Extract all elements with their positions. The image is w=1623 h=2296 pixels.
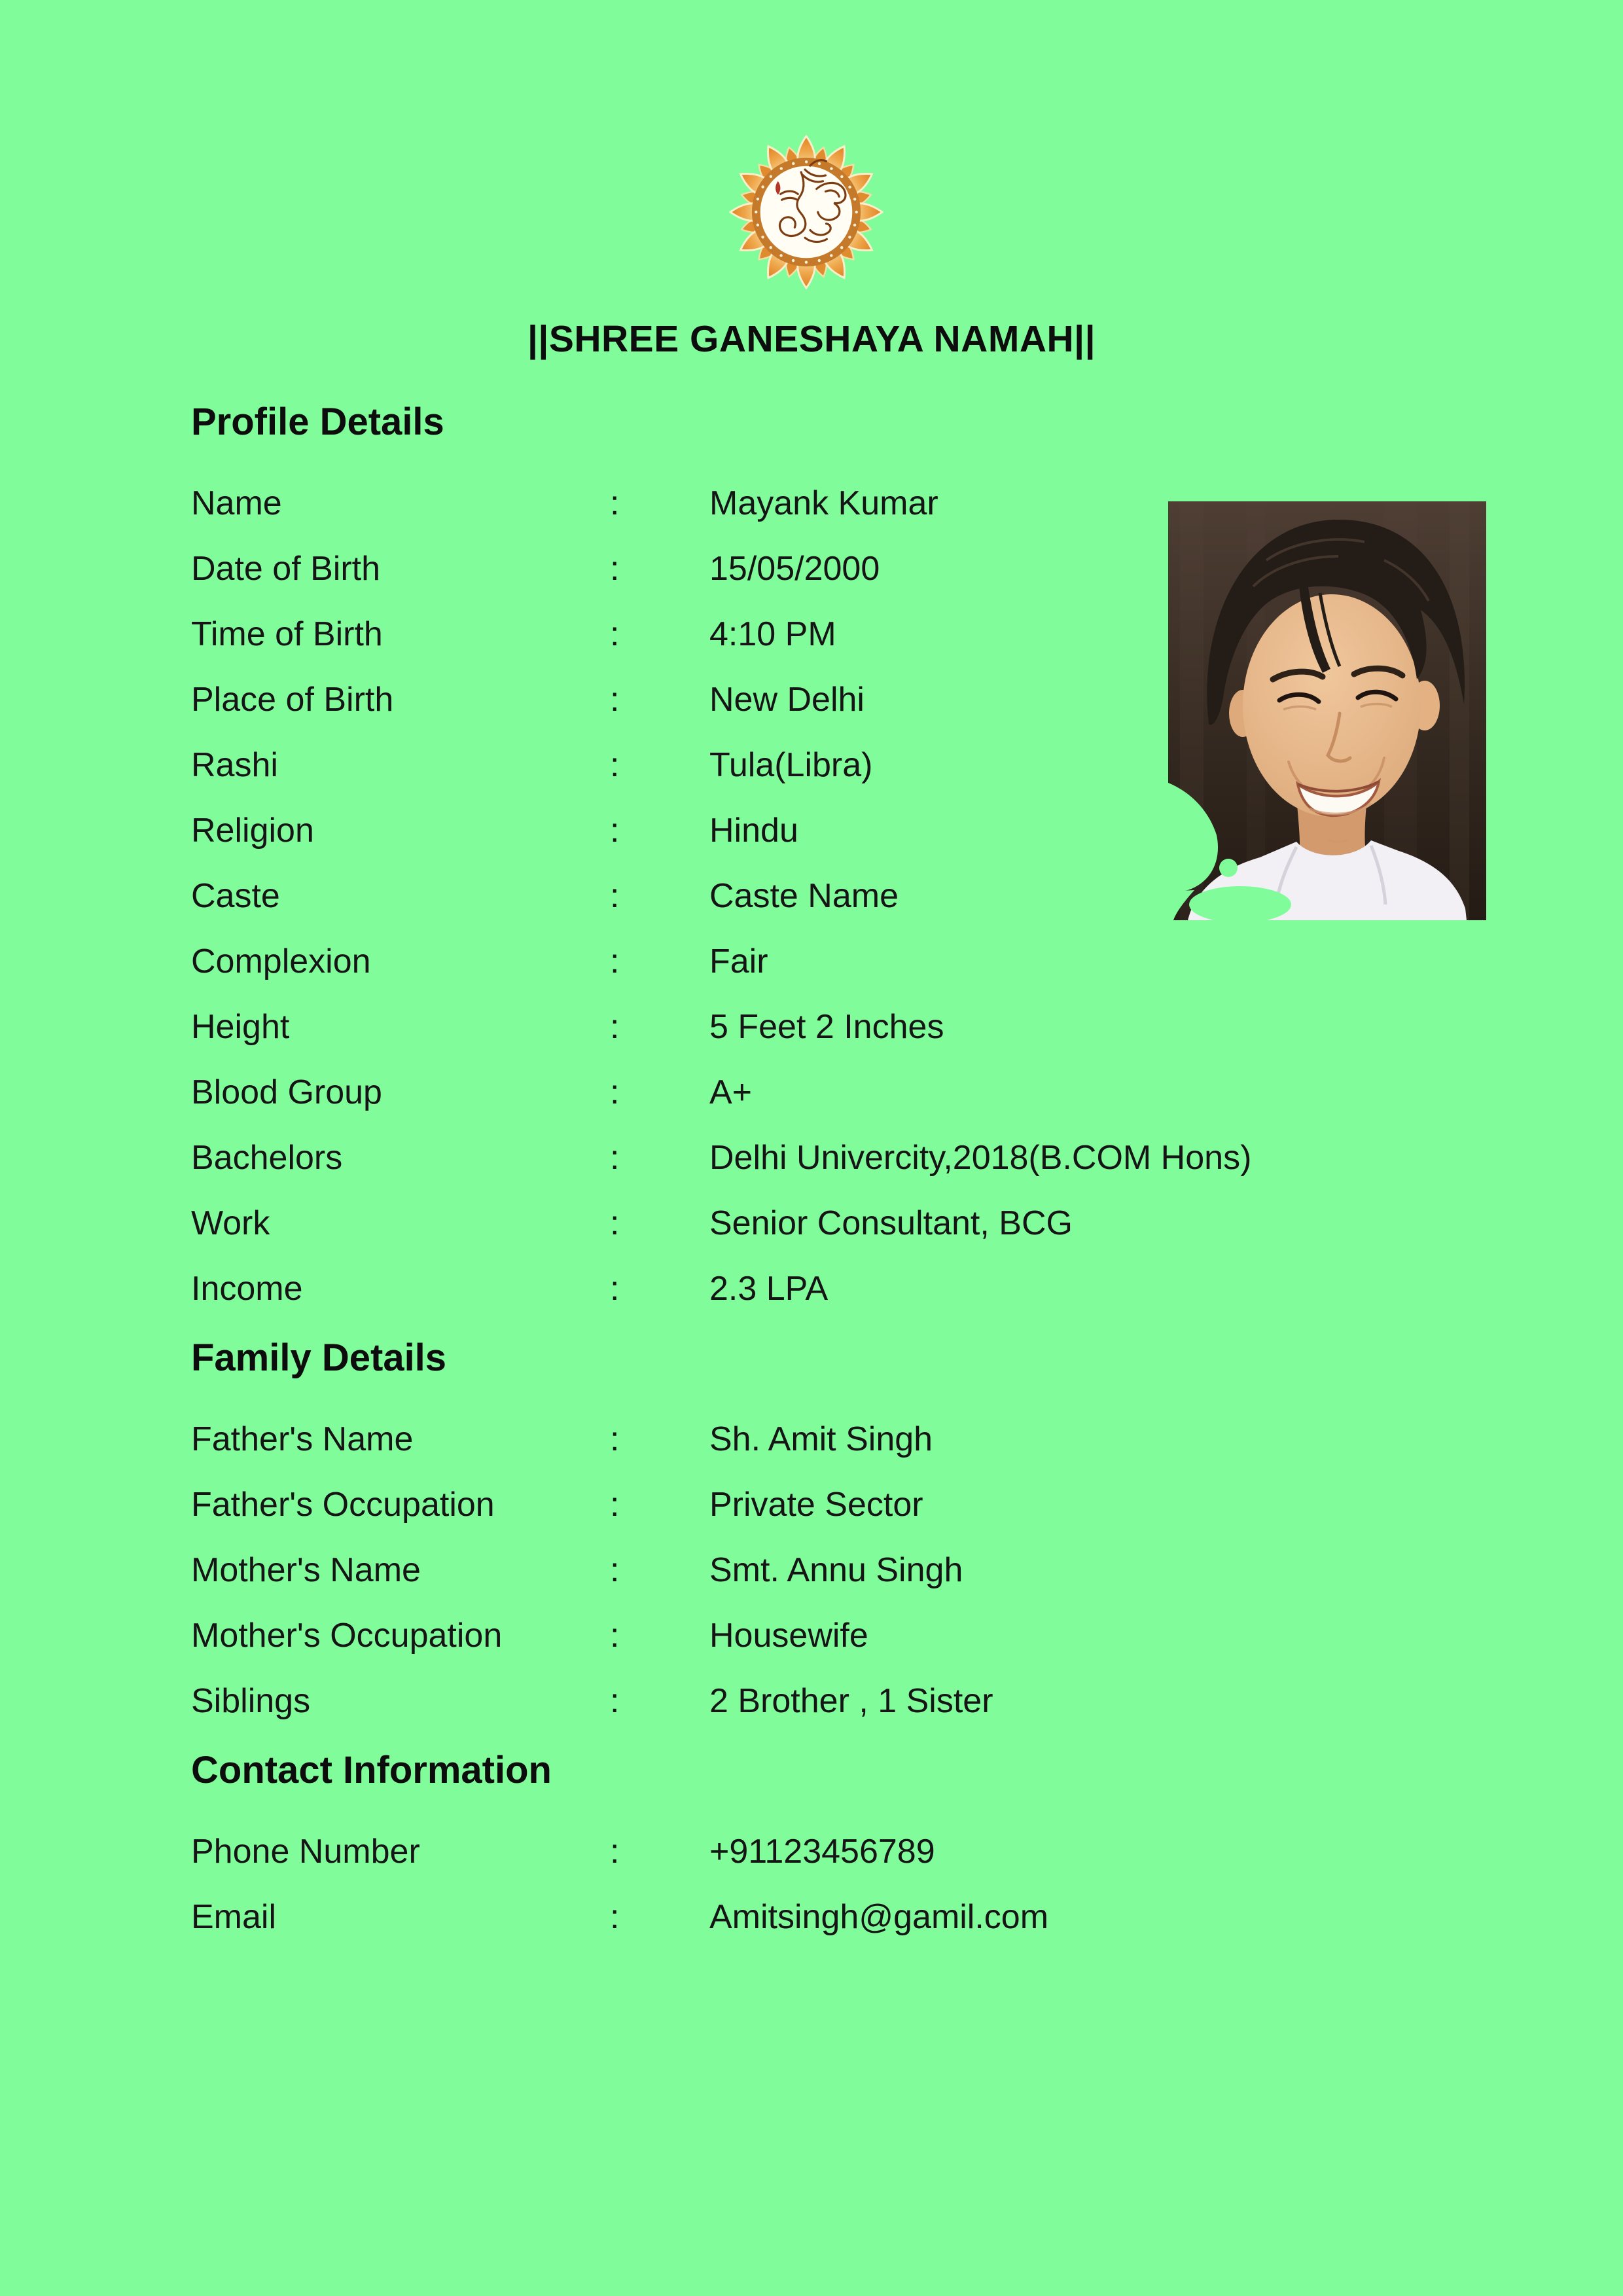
- detail-row: [191, 1603, 1467, 1668]
- section-heading: Family Details: [191, 1336, 447, 1379]
- row-value: Hindu: [709, 812, 798, 850]
- detail-row: [191, 1819, 1467, 1884]
- row-label: Income: [191, 1270, 303, 1308]
- row-value: 15/05/2000: [709, 550, 880, 588]
- row-value: Amitsingh@gamil.com: [709, 1898, 1049, 1936]
- row-label: Father's Occupation: [191, 1486, 495, 1524]
- row-label: Email: [191, 1898, 277, 1936]
- row-separator: :: [610, 877, 620, 915]
- row-separator: :: [610, 1420, 620, 1458]
- row-value: Senior Consultant, BCG: [709, 1204, 1073, 1242]
- row-separator: :: [610, 615, 620, 653]
- row-value: Delhi Univercity,2018(B.COM Hons): [709, 1139, 1252, 1177]
- row-value: New Delhi: [709, 681, 865, 719]
- row-label: Mother's Occupation: [191, 1617, 503, 1655]
- detail-row: [191, 1668, 1467, 1734]
- detail-row: [191, 1407, 1467, 1472]
- row-label: Name: [191, 484, 282, 522]
- detail-row: [191, 1060, 1467, 1125]
- row-separator: :: [610, 1139, 620, 1177]
- row-label: Phone Number: [191, 1833, 420, 1871]
- detail-row: [191, 1537, 1467, 1603]
- row-value: Caste Name: [709, 877, 899, 915]
- row-label: Caste: [191, 877, 280, 915]
- ganesha-emblem-icon: [729, 135, 883, 289]
- detail-row: [191, 1125, 1467, 1191]
- row-value: +91123456789: [709, 1833, 935, 1871]
- row-label: Blood Group: [191, 1073, 382, 1111]
- row-label: Religion: [191, 812, 314, 850]
- row-value: Private Sector: [709, 1486, 923, 1524]
- row-separator: :: [610, 1008, 620, 1046]
- row-label: Complexion: [191, 942, 371, 980]
- row-label: Place of Birth: [191, 681, 394, 719]
- row-label: Bachelors: [191, 1139, 343, 1177]
- detail-row: [191, 1256, 1467, 1321]
- row-separator: :: [610, 942, 620, 980]
- row-separator: :: [610, 550, 620, 588]
- row-value: 5 Feet 2 Inches: [709, 1008, 944, 1046]
- row-value: Fair: [709, 942, 768, 980]
- detail-row: [191, 994, 1467, 1060]
- row-label: Work: [191, 1204, 270, 1242]
- row-label: Time of Birth: [191, 615, 383, 653]
- row-separator: :: [610, 1486, 620, 1524]
- row-separator: :: [610, 1270, 620, 1308]
- row-separator: :: [610, 484, 620, 522]
- row-label: Siblings: [191, 1682, 311, 1720]
- section-rows: [191, 1407, 1467, 1734]
- row-value: Housewife: [709, 1617, 868, 1655]
- row-separator: :: [610, 1833, 620, 1871]
- row-separator: :: [610, 1204, 620, 1242]
- section-heading: Contact Information: [191, 1749, 552, 1791]
- row-separator: :: [610, 746, 620, 784]
- section-rows: [191, 1819, 1467, 1950]
- row-separator: :: [610, 812, 620, 850]
- row-label: Date of Birth: [191, 550, 381, 588]
- row-value: 2.3 LPA: [709, 1270, 829, 1308]
- row-label: Father's Name: [191, 1420, 414, 1458]
- row-separator: :: [610, 1682, 620, 1720]
- row-value: Tula(Libra): [709, 746, 873, 784]
- row-separator: :: [610, 1898, 620, 1936]
- row-separator: :: [610, 1551, 620, 1589]
- row-separator: :: [610, 1617, 620, 1655]
- row-separator: :: [610, 681, 620, 719]
- detail-row: [191, 1191, 1467, 1256]
- row-value: Smt. Annu Singh: [709, 1551, 963, 1589]
- detail-row: [191, 929, 1467, 994]
- row-label: Height: [191, 1008, 290, 1046]
- section: [191, 1327, 1467, 1734]
- page-title: ||SHREE GANESHAYA NAMAH||: [527, 318, 1096, 360]
- portrait-graphic: [1168, 501, 1486, 920]
- profile-photo: [1168, 501, 1486, 920]
- ganesha-mandala-graphic: [729, 135, 883, 289]
- row-value: 4:10 PM: [709, 615, 836, 653]
- section: [191, 1739, 1467, 1950]
- row-separator: :: [610, 1073, 620, 1111]
- row-label: Rashi: [191, 746, 278, 784]
- row-value: Mayank Kumar: [709, 484, 938, 522]
- row-value: A+: [709, 1073, 753, 1111]
- row-value: Sh. Amit Singh: [709, 1420, 933, 1458]
- section-heading: Profile Details: [191, 401, 444, 443]
- row-label: Mother's Name: [191, 1551, 421, 1589]
- detail-row: [191, 1884, 1467, 1950]
- row-value: 2 Brother , 1 Sister: [709, 1682, 993, 1720]
- detail-row: [191, 1472, 1467, 1537]
